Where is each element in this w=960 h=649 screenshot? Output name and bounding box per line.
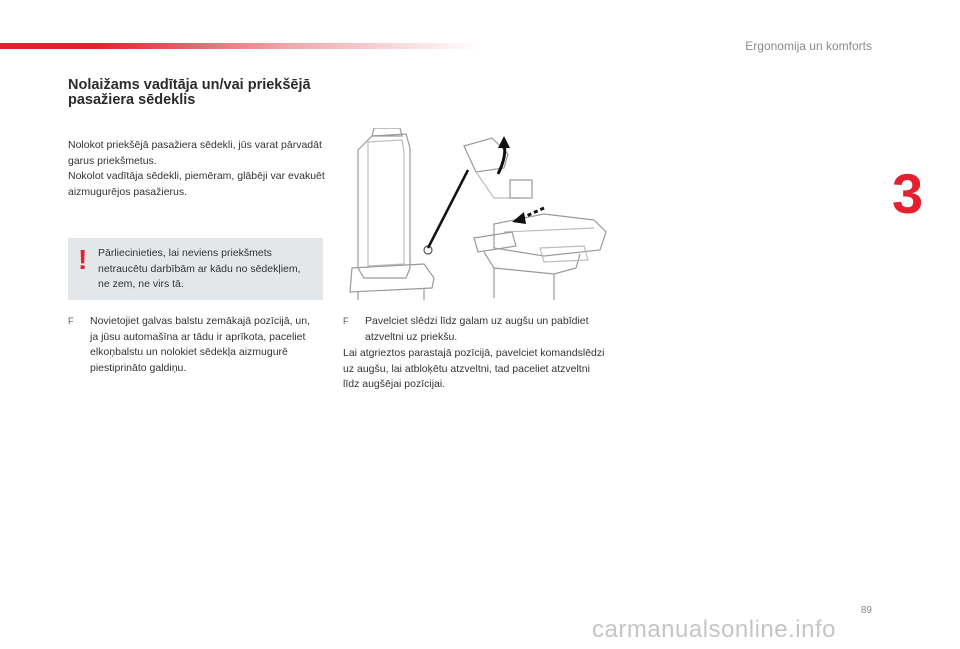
step-1-text: Novietojiet galvas balstu zemākajā pozīcijā, un, ja jūsu automašīna ar tādu ir aprīkota, paceliet elkoņbalstu un nolokiet sēdekļa aizmugurē piestiprināto galdiņu.: [90, 315, 311, 374]
chapter-number: 3: [892, 162, 924, 225]
intro-text: [68, 138, 330, 200]
intro-line-2: Nokolot vadītāja sēdekli, piemēram, glābēji var evakuēt aizmugurējos pasažierus.: [68, 170, 325, 198]
watermark: carmanualsonline.info: [592, 616, 836, 643]
step-2-note: Lai atgrieztos parastajā pozīcijā, pavelciet komandslēdzi uz augšu, lai atbloķētu atzveltni, tad paceliet atzveltni līdz augšējai pozīcijai.: [343, 347, 605, 390]
seat-folding-illustration: [344, 128, 616, 303]
header-accent-bar: [0, 43, 480, 49]
warning-text: Pārliecinieties, lai neviens priekšmets netraucētu darbībām ar kādu no sēdekļiem, ne zem, ne virs tā.: [98, 247, 301, 290]
chapter-title: Ergonomija un komforts: [745, 39, 872, 53]
step-1: [68, 314, 318, 376]
bullet-icon: F: [68, 316, 74, 326]
step-2: [343, 314, 605, 345]
warning-box: [68, 238, 323, 300]
exclamation-icon: !: [78, 244, 88, 275]
intro-line-1: Nolokot priekšējā pasažiera sēdekli, jūs varat pārvadāt garus priekšmetus.: [68, 139, 322, 167]
bullet-icon: F: [343, 316, 349, 326]
page-number: 89: [860, 605, 872, 616]
step-2-text: Pavelciet slēdzi līdz galam uz augšu un pabīdiet atzveltni uz priekšu.: [365, 315, 589, 343]
section-title: Nolaižams vadītāja un/vai priekšējā pasažiera sēdeklis: [68, 77, 311, 108]
